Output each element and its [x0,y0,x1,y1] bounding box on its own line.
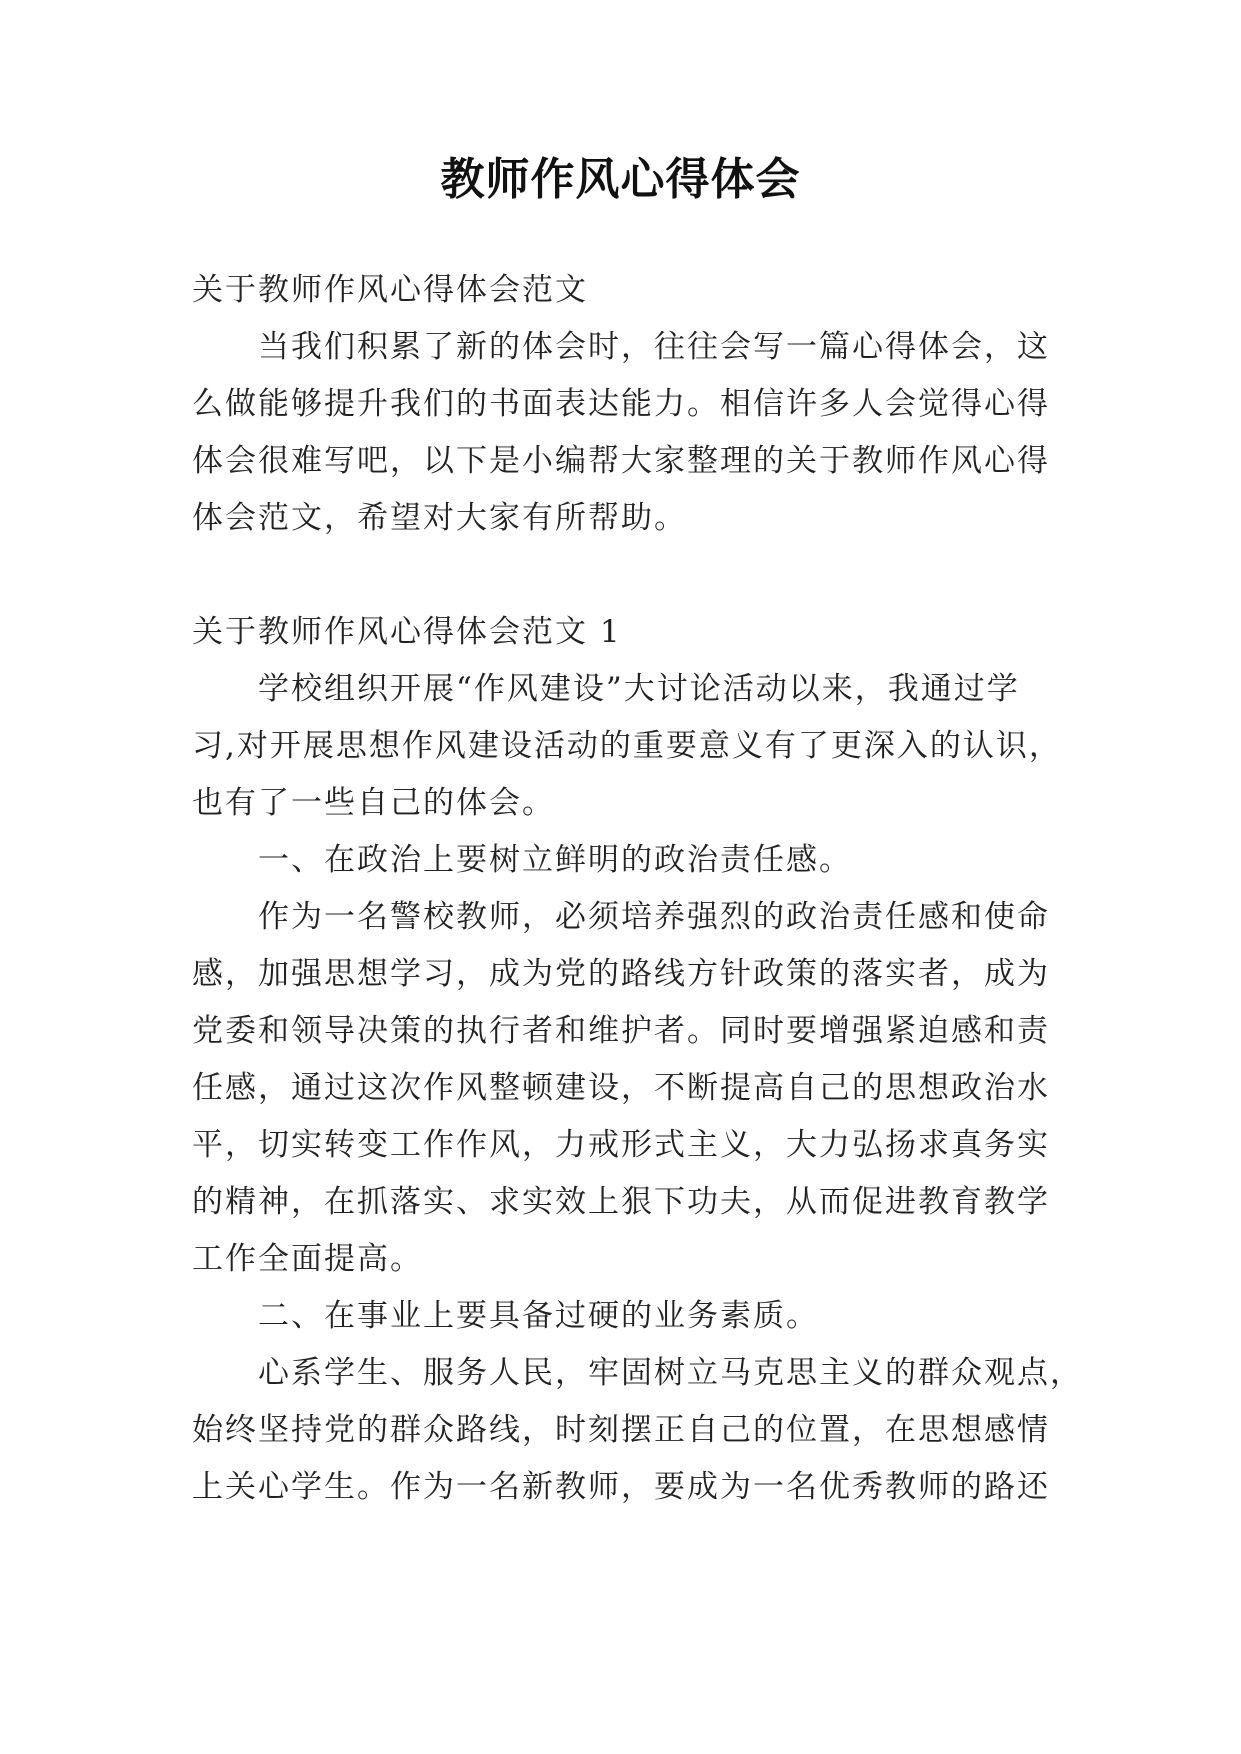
paragraph-line: 上关心学生。作为一名新教师，要成为一名优秀教师的路还 [192,1469,1050,1505]
paragraph-spacer [192,547,1050,604]
paragraph-line: 么做能够提升我们的书面表达能力。相信许多人会觉得心得 [192,386,1050,422]
paragraph-line: 当我们积累了新的体会时，往往会写一篇心得体会，这 [258,329,1050,365]
paragraph-line: 感，加强思想学习，成为党的路线方针政策的落实者，成为 [192,956,1050,992]
paragraph-line: 任感，通过这次作风整顿建设，不断提高自己的思想政治水 [192,1070,1050,1106]
subheading-line: 二、在事业上要具备过硬的业务素质。 [258,1298,819,1334]
paragraph-line: 平，切实转变工作作风，力戒形式主义，大力弘扬求真务实 [192,1127,1050,1163]
document-title: 教师作风心得体会 [440,154,801,205]
subheading-line: 一、在政治上要树立鲜明的政治责任感。 [258,842,852,878]
paragraph-line: 学校组织开展“作风建设”大讨论活动以来，我通过学 [258,671,1020,707]
paragraph-line: 作为一名警校教师，必须培养强烈的政治责任感和使命 [258,899,1050,935]
section-heading: 关于教师作风心得体会范文 1 [192,614,622,650]
paragraph-line: 心系学生、服务人民，牢固树立马克思主义的群众观点， [258,1355,1083,1391]
paragraph-line: 党委和领导决策的执行者和维护者。同时要增强紧迫感和责 [192,1013,1050,1049]
paragraph-line: 习,对开展思想作风建设活动的重要意义有了更深入的认识， [192,728,1062,764]
paragraph-line: 工作全面提高。 [192,1241,423,1277]
paragraph-line: 也有了一些自己的体会。 [192,785,555,821]
document-body [192,262,1083,1516]
paragraph-line: 始终坚持党的群众路线，时刻摆正自己的位置，在思想感情 [192,1412,1050,1448]
paragraph-line: 体会很难写吧，以下是小编帮大家整理的关于教师作风心得 [192,443,1050,479]
paragraph-line: 体会范文，希望对大家有所帮助。 [192,500,687,536]
paragraph-line: 的精神，在抓落实、求实效上狠下功夫，从而促进教育教学 [192,1184,1050,1220]
section-heading: 关于教师作风心得体会范文 [192,272,588,308]
